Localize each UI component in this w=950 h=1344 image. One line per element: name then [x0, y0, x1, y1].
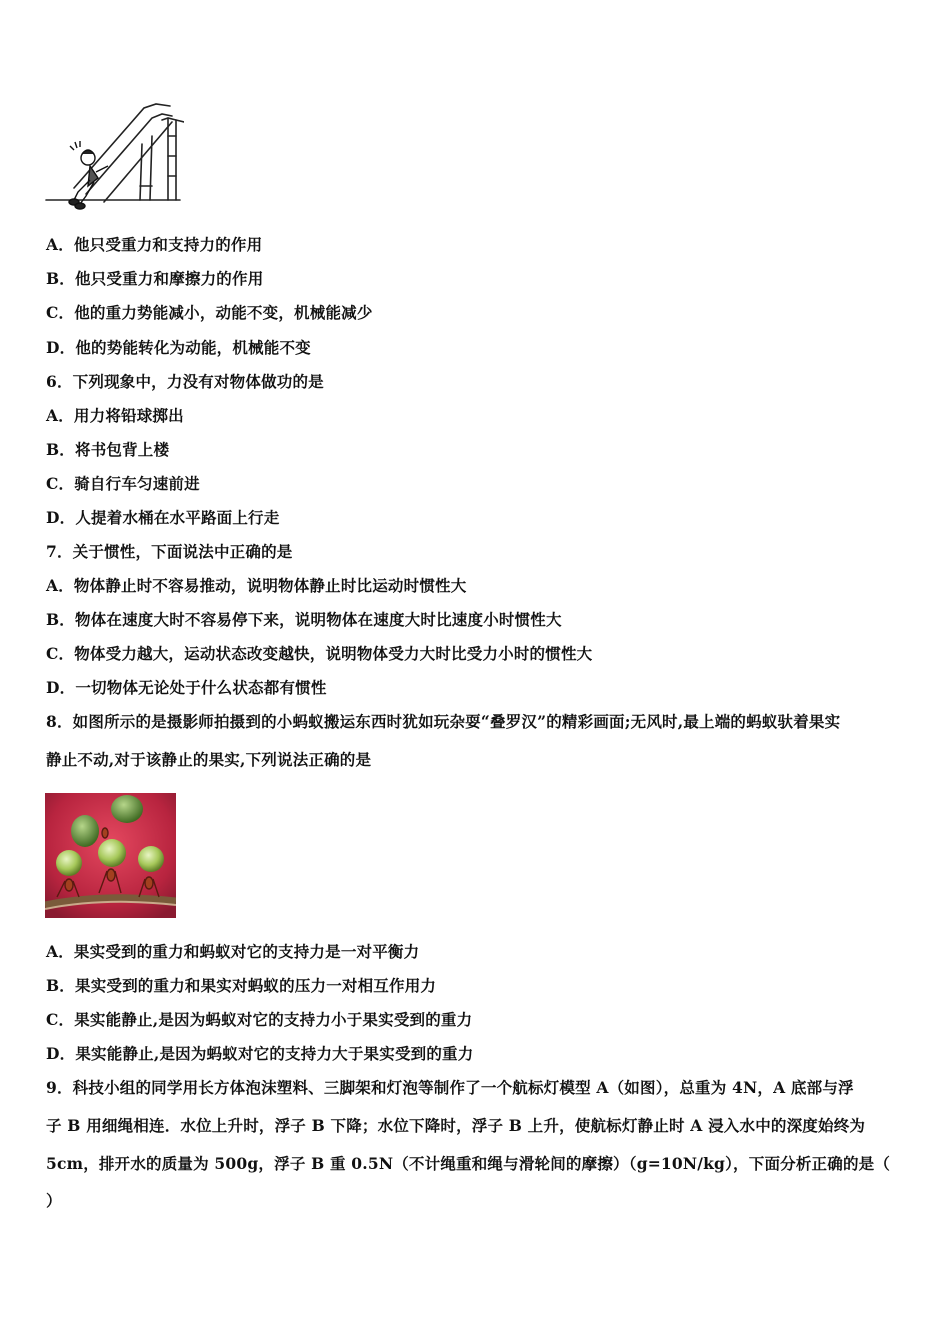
- q5-option-d: D．他的势能转化为动能，机械能不变: [46, 338, 311, 357]
- q7-option-d: D．一切物体无论处于什么状态都有惯性: [46, 678, 327, 697]
- q5-option-c: C．他的重力势能减小，动能不变，机械能减少: [46, 303, 373, 322]
- q6-option-c: C．骑自行车匀速前进: [46, 474, 200, 493]
- q9-stem-line-1: 9．科技小组的同学用长方体泡沫塑料、三脚架和灯泡等制作了一个航标灯模型 A（如图），总重为 4N，A 底部与浮: [46, 1078, 854, 1097]
- q9-stem-line-4: ）: [46, 1191, 62, 1210]
- q8-option-c: C．果实能静止,是因为蚂蚁对它的支持力小于果实受到的重力: [46, 1010, 473, 1029]
- q5-option-a: A．他只受重力和支持力的作用: [46, 235, 263, 254]
- q6-option-d: D．人提着水桶在水平路面上行走: [46, 508, 280, 527]
- q5-option-b: B．他只受重力和摩擦力的作用: [46, 269, 264, 288]
- q8-stem-line-2: 静止不动,对于该静止的果实,下列说法正确的是: [46, 750, 372, 769]
- q7-stem: 7．关于惯性，下面说法中正确的是: [46, 542, 293, 561]
- q7-option-b: B．物体在速度大时不容易停下来，说明物体在速度大时比速度小时惯性大: [46, 610, 562, 629]
- q6-stem: 6．下列现象中，力没有对物体做功的是: [46, 372, 324, 391]
- q8-option-b: B．果实受到的重力和果实对蚂蚁的压力一对相互作用力: [46, 976, 437, 995]
- q6-option-b: B．将书包背上楼: [46, 440, 170, 459]
- q7-option-c: C．物体受力越大，运动状态改变越快，说明物体受力大时比受力小时的惯性大: [46, 644, 593, 663]
- q6-option-a: A．用力将铅球掷出: [46, 406, 184, 425]
- q7-option-a: A．物体静止时不容易推动，说明物体静止时比运动时惯性大: [46, 576, 467, 595]
- q8-option-a: A．果实受到的重力和蚂蚁对它的支持力是一对平衡力: [46, 942, 420, 961]
- q9-stem-line-3: 5cm，排开水的质量为 500g，浮子 B 重 0.5N（不计绳重和绳与滑轮间的摩擦）（g=10N/kg），下面分析正确的是（: [46, 1154, 891, 1173]
- q9-stem-line-2: 子 B 用细绳相连．水位上升时，浮子 B 下降；水位下降时，浮子 B 上升，使航标灯静止时 A 浸入水中的深度始终为: [46, 1116, 866, 1135]
- q8-stem-line-1: 8．如图所示的是摄影师拍摄到的小蚂蚁搬运东西时犹如玩杂耍“叠罗汉”的精彩画面;无风时,最上端的蚂蚁驮着果实: [46, 712, 841, 731]
- ants-photo: [45, 793, 176, 918]
- q8-option-d: D．果实能静止,是因为蚂蚁对它的支持力大于果实受到的重力: [46, 1044, 474, 1063]
- slide-figure: [44, 96, 184, 216]
